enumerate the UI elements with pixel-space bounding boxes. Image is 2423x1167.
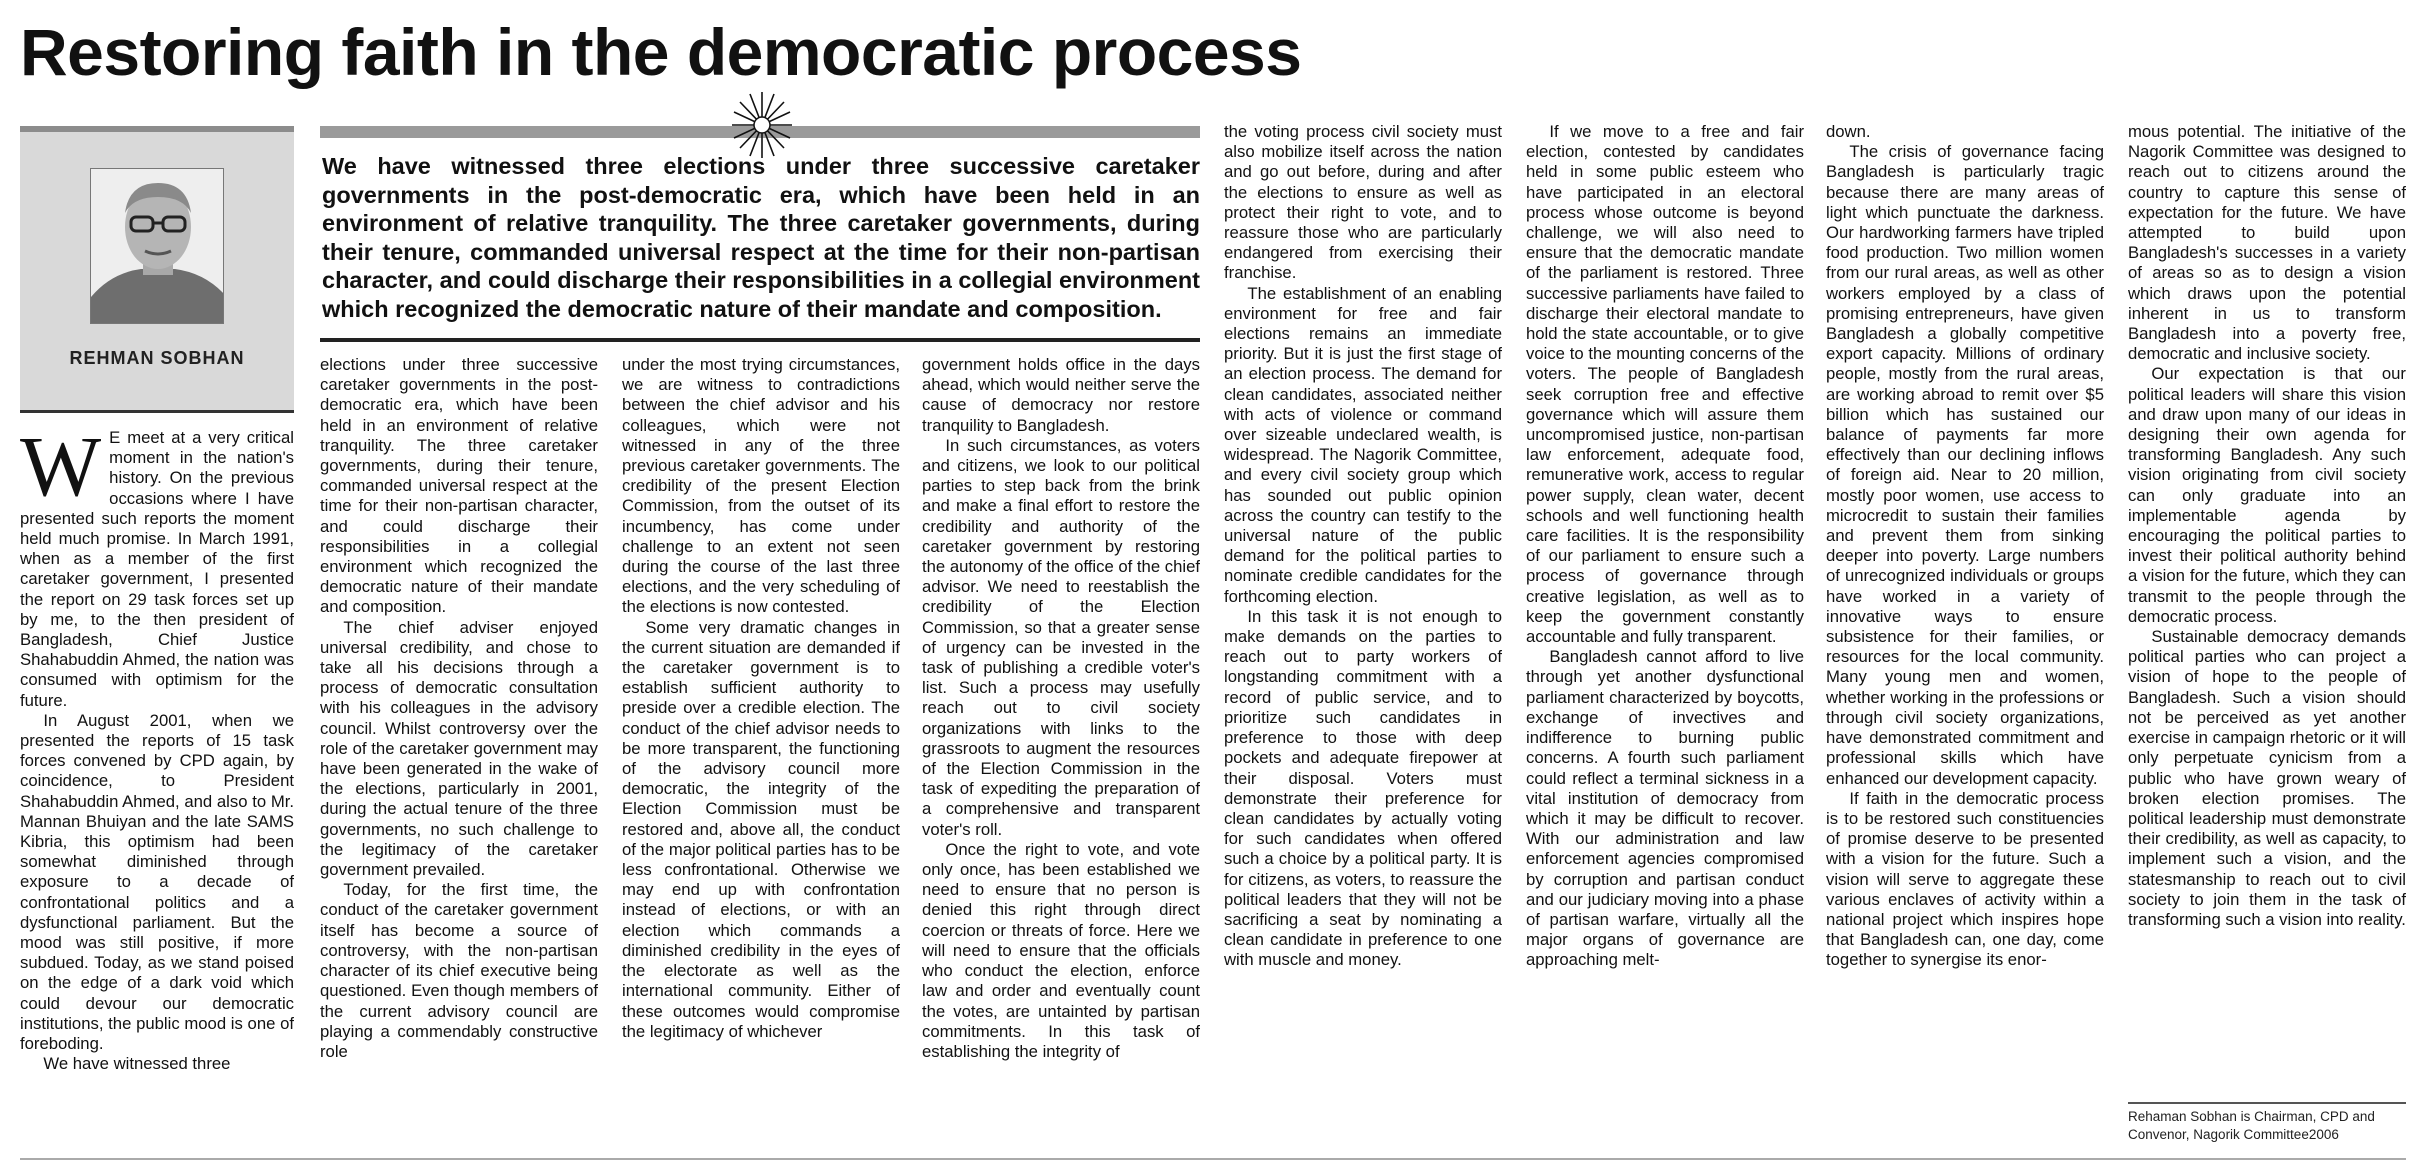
article-paragraph: If faith in the democratic process is to be restored such constituencies of promise deserve to be presented with a vision for the future. Such a vision will serve to aggregate these various enclaves of activity within a national project which inspires hope that Bangladesh can, one day, come together to synergise its enor-	[1826, 788, 2104, 970]
author-divider	[20, 410, 294, 413]
article-paragraph: In this task it is not enough to make demands on the parties to reach out to party workers of longstanding commitment with a record of public service, and to prioritize such candidates in preference to those with deep pockets and adequate firepower at their disposal. Voters must demonstrate their preference for clean candidates by actually voting for such candidates when offered such a choice by a political party. It is for citizens, as voters, to reassure the political leaders that they will not be sacrificing a seat by nominating a clean candidate in preference to one with muscle and money.	[1224, 606, 1502, 970]
article-column-5	[1224, 122, 1502, 1163]
author-box	[20, 126, 294, 410]
article-paragraph: Our expectation is that our political leaders will share this vision and draw upon many of our ideas in designing their own agenda for transforming Bangladesh. Any such vision originating from civil society can only graduate into an implementable agenda by encouraging the political parties to invest their political authority behind a vision for the future, which they can transmit to the people through the democratic process.	[2128, 364, 2406, 626]
credit-divider	[2128, 1102, 2406, 1104]
article-column-4	[922, 355, 1200, 1163]
pull-quote: We have witnessed three elections under three successive caretaker governments in the post-democratic era, which have been held in an environment of relative tranquility. The three caretaker governments, during their tenure, commanded universal respect at the time for their non-partisan character, and could discharge their responsibilities in a collegial environment which recognized the democratic nature of their mandate and composition.	[322, 153, 1200, 322]
article-paragraph: The crisis of governance facing Bangladesh is particularly tragic because there are many areas of light which punctuate the darkness. Our hardworking farmers have tripled food production. Two million women from our rural areas, as well as other workers employed by a class of promising entrepreneurs, have given Bangladesh a globally competitive export capacity. Millions of ordinary people, mostly from the rural areas, are working abroad to remit over $5 billion which has sustained our balance of payments far more effectively than our declining inflows of foreign aid. Near to 20 million, mostly poor women, use access to microcredit to sustain their families and prevent them from sinking deeper into poverty. Large numbers of unrecognized individuals or groups have worked in a variety of innovative ways to ensure subsistence for their families, or resources for the local community. Many young men and women, whether working in the professions or through civil society organizations, have demonstrated commitment and professional skills which have enhanced our development capacity.	[1826, 142, 2104, 788]
article-paragraph: Some very dramatic changes in the current situation are demanded if the caretaker government is to establish sufficient authority to preside over a credible election. The conduct of the chief advisor needs to be more transparent, the functioning of the advisory council more democratic, the integrity of the Election Commission must be restored and, above all, the conduct of the major political parties has to be less confrontational. Otherwise we may end up with confrontation instead of elections, or with an election which commands a diminished credibility in the eyes of the electorate as well as the international community. Either of these outcomes would compromise the legitimacy of whichever	[622, 617, 900, 1041]
article-paragraph: We have witnessed three	[43, 1054, 231, 1074]
article-paragraph: In such circumstances, as voters and citizens, we look to our political parties to step back from the brink and make a final effort to restore the credibility and authority of the caretaker government by restoring the autonomy of the office of the chief advisor. We need to reestablish the credibility of the Election Commission, so that a greater sense of urgency can be invested in the task of publishing a credible voter's list. Such a process may usefully reach out to civil society organizations with links to the grassroots to augment the resources of the Election Commission in the task of expediting the preparation of a comprehensive and transparent voter's roll.	[922, 435, 1200, 839]
article-column-8	[2128, 122, 2406, 1102]
article-paragraph: elections under three successive caretaker governments in the post-democratic era, which have been held in an environment of relative tranquility. The three caretaker governments, during their tenure, commanded universal respect at the time for their non-partisan character, and could discharge their responsibilities in a collegial environment which recognized the democratic nature of their mandate and composition.	[320, 355, 598, 617]
article-paragraph: down.	[1826, 122, 1871, 141]
article-paragraph: The establishment of an enabling environment for free and fair elections remains an immediate priority. But it is just the first stage of an election process. The demand for clean candidates, associated neither with acts of violence or command over sizeable undeclared wealth, is widespread. The Nagorik Committee, and every civil society group which has sounded out public opinion across the country can testify to the universal nature of the public demand for the political parties to nominate credible candidates for the forthcoming election.	[1224, 283, 1502, 606]
paragraph-text: E meet at a very critical moment in the nation's history. On the previous occasions where I have presented such reports the moment held much promise. In March 1991, when as a member of the first caretaker government, I presented the report on 29 task forces set up by me, to the then president of Bangladesh, Chief Justice Shahabuddin Ahmed, the nation was consumed with optimism for the future.	[20, 428, 294, 710]
drop-cap: W	[20, 428, 102, 514]
article-paragraph: Bangladesh cannot afford to live through yet another dysfunctional parliament characterized by boycotts, exchange of invectives and indifference to burning public concerns. A fourth such parliament could reflect a terminal sickness in a vital institution of democracy from which it may be difficult to recover. With our administration and law enforcement agencies compromised by corruption and partisan conduct and our judiciary moving into a phase of partisan warfare, virtually all the major organs of governance are approaching melt-	[1526, 647, 1804, 970]
article-paragraph: mous potential. The initiative of the Nagorik Committee was designed to reach out to citizens around the country to capture this sense of expectation for the future. We have attempted to build upon Bangladesh's successes in a variety of areas so as to design a vision which draws upon the potential inherent in us to transform Bangladesh into a poverty free, democratic and inclusive society.	[2128, 122, 2406, 364]
starburst-icon	[730, 90, 794, 160]
article-column-1	[20, 428, 294, 1163]
article-column-6	[1526, 122, 1804, 1163]
article-paragraph: under the most trying circumstances, we are witness to contradictions between the chief advisor and his colleagues, which were not witnessed in any of the three previous caretaker governments. The credibility of the present Election Commission, from the outset of its incumbency, has come under challenge to an extent not seen during the course of the last three elections, and the very scheduling of the elections is now contested.	[622, 355, 900, 617]
article-column-7	[1826, 122, 2104, 1163]
article-paragraph	[20, 428, 294, 711]
headline: Restoring faith in the democratic process	[20, 15, 1302, 89]
article-paragraph: Today, for the first time, the conduct of the caretaker government itself has become a source of controversy, with the non-partisan character of its chief executive being questioned. Even though members of the current advisory council are playing a commendably constructive role	[320, 880, 598, 1061]
article-paragraph: Once the right to vote, and vote only once, has been established we need to ensure that no person is denied this right through direct coercion or threats of force. Here we will need to ensure that the officials who conduct the election, enforce law and order and eventually count the votes, are untainted by partisan commitments. In this task of establishing the integrity of	[922, 839, 1200, 1061]
author-credit: Rehaman Sobhan is Chairman, CPD and Convenor, Nagorik Committee2006	[2128, 1109, 2375, 1142]
article-column-2	[320, 355, 598, 1163]
author-name: REHMAN SOBHAN	[69, 348, 245, 368]
article-paragraph: the voting process civil society must also mobilize itself across the nation and go out before, during and after the elections to ensure as well as protect their right to vote, and to reassure those who are particularly endangered from exercising their franchise.	[1224, 122, 1502, 283]
pull-quote-divider	[320, 338, 1200, 342]
article-paragraph: If we move to a free and fair election, contested by candidates held in some public esteem who have participated in an electoral process whose outcome is beyond challenge, we will also need to ensure that the democratic mandate of the parliament is restored. Three successive parliaments have failed to discharge their electoral mandate to hold the state accountable, or to give voice to the mounting concerns of the voters. The people of Bangladesh seek corruption free and effective governance which will assure them uncompromised justice, non-partisan law enforcement, adequate food, remunerative work, access to regular power supply, clean water, decent schools and well functioning health care facilities. It is the responsibility of our parliament to ensure such a process of governance through creative legislation, as well as to keep the government constantly accountable and fully transparent.	[1526, 122, 1804, 647]
author-portrait-icon	[90, 168, 224, 324]
article-paragraph: Sustainable democracy demands political parties who can project a vision of hope to the people of Bangladesh. Such a vision should not be perceived as yet another exercise in campaign rhetoric or it will only perpetuate cynicism from a public who have grown weary of broken election promises. The political leadership must demonstrate their credibility, as well as capacity, to implement such a vision, and the statesmanship to reach out to civil society to join them in the task of transforming such a vision into reality.	[2128, 627, 2406, 929]
page-bottom-rule	[20, 1158, 2406, 1160]
article-column-3	[622, 355, 900, 1163]
article-paragraph: The chief adviser enjoyed universal credibility, and chose to take all his decisions through a process of democratic consultation with his colleagues in the advisory council. Whilst controversy over the role of the caretaker government may have been generated in the wake of the elections, particularly in 2001, during the actual tenure of the three governments, no such challenge to the legitimacy of the caretaker government prevailed.	[320, 617, 598, 880]
article-paragraph: In August 2001, when we presented the reports of 15 task forces convened by CPD again, by coincidence, to President Shahabuddin Ahmed, and also to Mr. Mannan Bhuiyan and the late SAMS Kibria, this optimism had been somewhat diminished through exposure to a decade of confrontational politics and a dysfunctional parliament. But the mood was still positive, if more subdued. Today, as we stand poised on the edge of a dark void which could devour our democratic institutions, the public mood is one of foreboding.	[20, 710, 294, 1054]
article-paragraph: government holds office in the days ahead, which would neither serve the cause of democracy nor restore tranquility to Bangladesh.	[922, 355, 1200, 435]
